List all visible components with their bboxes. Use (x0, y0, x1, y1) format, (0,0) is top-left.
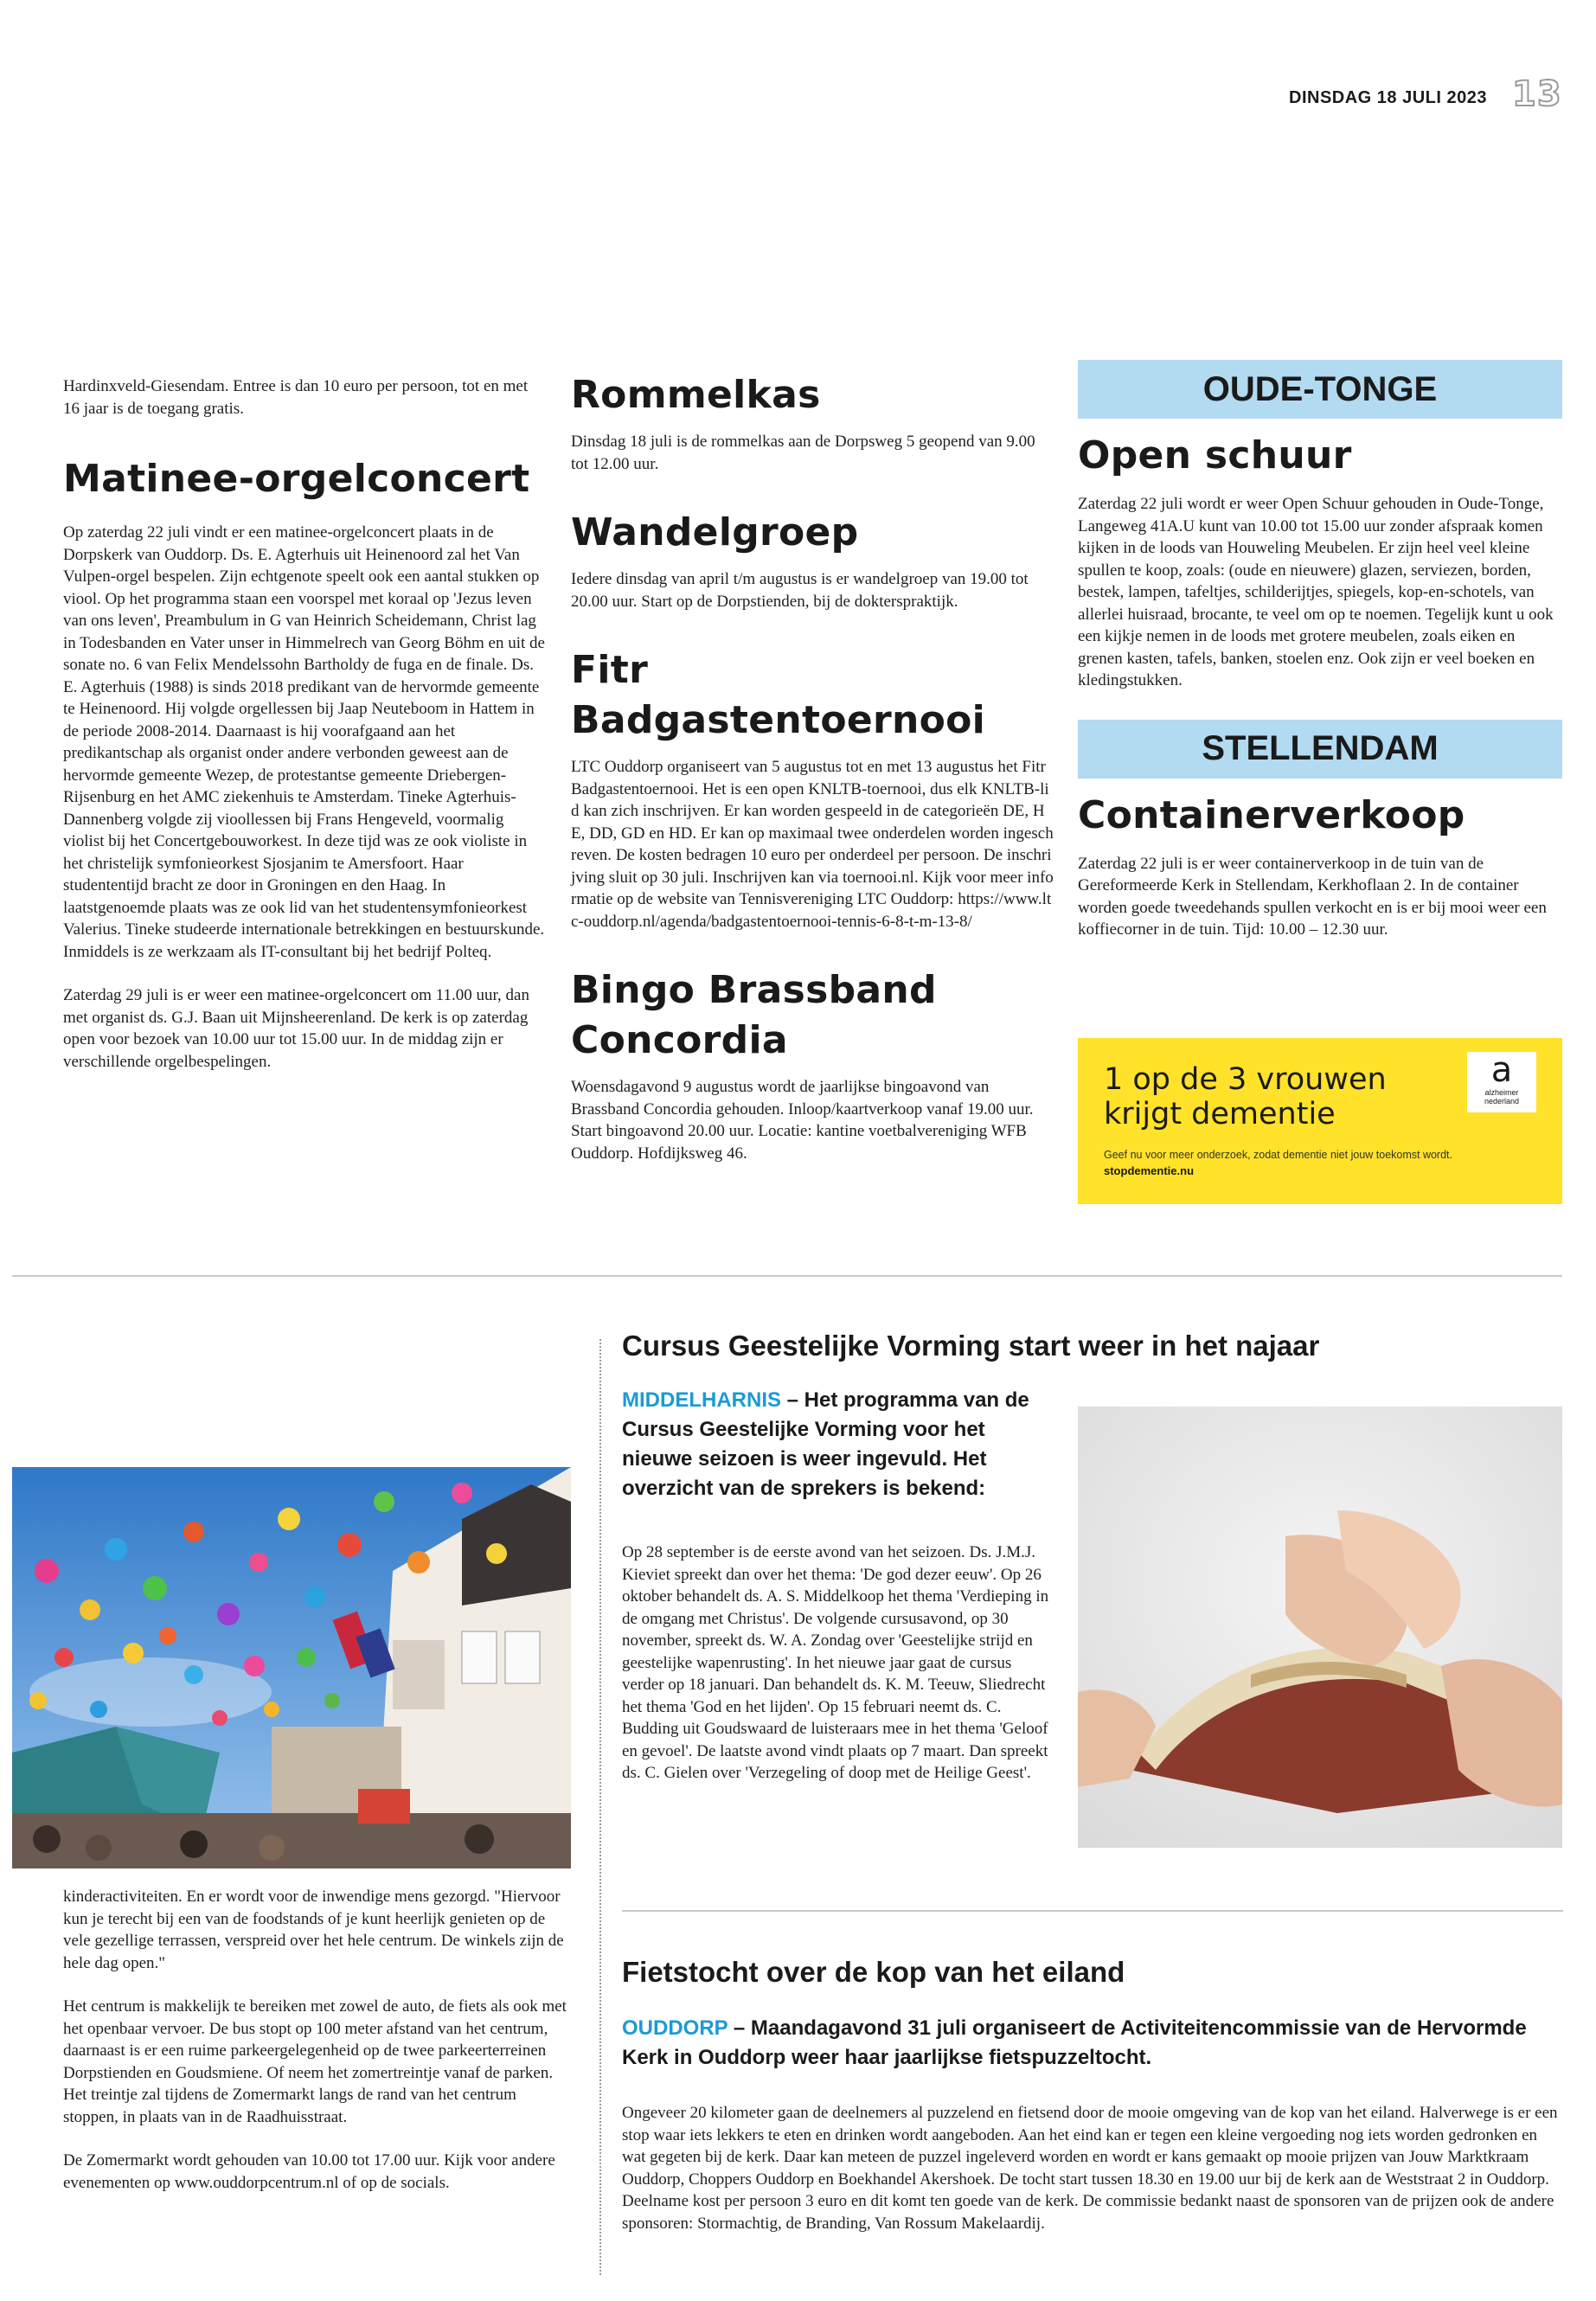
street-photo (12, 1467, 571, 1868)
fietstocht-text: Ongeveer 20 kilometer gaan de deelnemers al puzzelend en fietsend door de mooie omgeving van de kop van het eiland. Halverwege is er een stop waar iets lekkers te eten en drinken wordt aangeboden. Aan het eind kan er tegen een kleine vergoeding nog iets worden gedronken en wat gegeten bij de kerk. Daar kan meteen de puzzel ingeleverd worden en wordt er kans gemaakt op mooie prijzen van Jouw Marktkraam Ouddorp, Choppers Ouddorp en Boekhandel Akershoek. De tocht start tussen 18.30 en 19.00 uur bij de kerk aan de Weststraat 2 in Ouddorp. Deelname kost per persoon 3 euro en dit komt ten goede van de kerk. De commissie bedankt naast de sponsoren van de prijzen ook de andere sponsoren: Stormachtig, de Branding, Van Rossum Makelaardij. (622, 2104, 1558, 2233)
matinee-article (63, 522, 548, 1073)
column-separator (599, 1339, 601, 2275)
containerverkoop-title: Containerverkoop (1078, 792, 1465, 837)
section-divider (12, 1275, 1562, 1277)
cursus-title: Cursus Geestelijke Vorming start weer in het najaar (622, 1330, 1320, 1362)
fietstocht-lead (622, 2014, 1565, 2073)
alzheimer-logo-text (1467, 1088, 1536, 1106)
zomermarkt-paragraph: De Zomermarkt wordt gehouden van 10.00 tot 17.00 uur. Kijk voor andere evenementen op www.ouddorpcentrum.nl of op de socials. (63, 2151, 555, 2192)
region-header-oude-tonge: OUDE-TONGE (1078, 360, 1562, 419)
column-2 (571, 370, 1055, 1164)
bingo-title-line2: Concordia (571, 1018, 788, 1062)
ad-headline-line1: 1 op de 3 vrouwen (1104, 1062, 1387, 1097)
containerverkoop-text: Zaterdag 22 juli is er weer containerverkoop in de tuin van de Gereformeerde Kerk in Stellendam, Kerkhoflaan 2. In de container worden goede tweedehands spullen verkocht en is er bij mooi weer een koffiecorner in de tuin. Tijd: 10.00 – 12.30 uur. (1078, 854, 1547, 939)
rommelkas-title: Rommelkas (571, 373, 821, 417)
intro-text: Hardinxveld-Giesendam. Entree is dan 10 euro per persoon, tot en met 16 jaar is de toegang gratis. (63, 377, 529, 418)
fietstocht-lead-text: – Maandagavond 31 juli organiseert de Activiteitencommissie van de Hervormde Kerk in Ouddorp weer haar jaarlijkse fietspuzzeltocht. (622, 2016, 1527, 2069)
matinee-paragraph: Zaterdag 29 juli is er weer een matinee-orgelconcert om 11.00 uur, dan met organist ds. G.J. Baan uit Mijnsheerenland. De kerk is op zaterdag open voor bezoek van 10.00 uur tot 15.00 uur. In de middag zijn er verschillende orgelbespelingen. (63, 986, 529, 1071)
dementia-advertisement[interactable] (1078, 1038, 1562, 1204)
matinee-paragraph: Op zaterdag 22 juli vindt er een matinee-orgelconcert plaats in de Dorpskerk van Ouddorp. Ds. E. Agterhuis uit Heinenoord zal het Van Vulpen-orgel bespelen. Zijn echtgenote speelt ook een aantal stukken op viool. Op het programma staan een voorspel met koraal op 'Jezus leven van ons leven', Preambulum in G van Heinrich Scheidemann, Christ lag in Todesbanden en Vater unser in Himmelrech van Georg Böhm en uit de sonate no. 6 van Felix Mendelssohn Bartholdy de fuga en de finale. Ds. E. Agterhuis (1988) is sinds 2018 predikant van de hervormde gemeente te Heinenoord. Hij volgde orgellessen bij Jaap Neuteboom in Hattem in de periode 2008-2014. Daarnaast is hij voorafgaand aan het predikantschap als organist onder andere verbonden geweest aan de hervormde gemeente Wezep, de protestantse gemeente Driebergen-Rijsenburg en het AMC ziekenhuis te Amsterdam. Tineke Agterhuis-Dannenberg volgde zij vioollessen bij Frans Hengeveld, voormalig violist bij het Concertgebouworkest. In deze tijd was ze ook violiste in het christelijk symfonieorkest Sjosjanim te Amersfoort. Haar studententijd bracht ze door in Groningen en den Haag. In laatstgenoemde plaats was ze ook lid van het studentensymfonieorkest Valerius. Tineke studeerde internationale betrekkingen en bestuurskunde. Inmiddels is ze werkzaam als IT-consultant bij het bedrijf Polteq. (63, 523, 545, 961)
bingo-text: Woensdagavond 9 augustus wordt de jaarlijkse bingoavond van Brassband Concordia gehouden. Inloop/kaartverkoop vanaf 19.00 uur. Start bingoavond 20.00 uur. Locatie: kantine voetbalvereniging WFB Ouddorp. Hofdijksweg 46. (571, 1078, 1034, 1163)
fitr-text: LTC Ouddorp organiseert van 5 augustus tot en met 13 augustus het Fitr Badgastentoernooi. Het is een open KNLTB-toernooi, dus elk KNLTB-lid kan zich inschrijven. Er kan worden gespeeld in de categorieën DE, HE, DD, GD en HD. Er kan op maximaal twee onderdelen worden ingeschreven. De kosten bedragen 10 euro per onderdeel per persoon. De inschrijving sluit op 30 juli. Inschrijven kan via toernooi.nl. Kijk voor meer informatie op de website van Tennisvereniging LTC Ouddorp: https://www.ltc-ouddorp.nl/agenda/badgastentoernooi-tennis-6-8-t-m-13-8/ (571, 758, 1054, 931)
cursus-text: Op 28 september is de eerste avond van het seizoen. Ds. J.M.J. Kieviet spreekt dan over het thema: 'De god dezer eeuw'. Op 26 oktober behandelt ds. A. S. Middelkoop het thema 'Verdieping in de omgang met Christus'. De volgende cursusavond, op 30 november, spreekt ds. W. A. Zondag over 'Geestelijke strijd en geestelijke wapenrusting'. In het nieuwe jaar gaat de cursus verder op 18 januari. Dan behandelt ds. K. M. Teeuw, Sliedrecht het thema 'God en het lijden'. Op 15 februari neemt ds. C. Budding uit Goudswaard de luisteraars mee in het thema 'Geloof en gevoel'. De laatste avond vindt plaats op 7 maart. Dan spreekt ds. C. Gielen over 'Verzegeling of doop met de Heilige Geest'. (622, 1543, 1049, 1782)
cursus-place: MIDDELHARNIS (622, 1388, 781, 1412)
street-photo-svg (12, 1467, 571, 1868)
column-3 (1078, 360, 1562, 941)
header-date: DINSDAG 18 JULI 2023 (1289, 88, 1487, 107)
cursus-lead (622, 1386, 1054, 1503)
bingo-title (571, 965, 1055, 1066)
fietstocht-place: OUDDORP (622, 2016, 728, 2040)
region-header-stellendam: STELLENDAM (1078, 720, 1562, 779)
page-header (1289, 74, 1574, 114)
matinee-title: Matinee-orgelconcert (63, 457, 530, 501)
ad-subtext: Geef nu voor meer onderzoek, zodat dementie niet jouw toekomst wordt. (1104, 1149, 1452, 1161)
ad-headline-line2: krijgt dementie (1104, 1097, 1336, 1131)
book-photo (1078, 1407, 1562, 1848)
alzheimer-logo-line2: nederland (1484, 1097, 1520, 1106)
open-schuur-text: Zaterdag 22 juli wordt er weer Open Schuur gehouden in Oude-Tonge, Langeweg 41A.U kunt van 10.00 tot 15.00 uur zonder afspraak komen kijken in de loods van Houweling Meubelen. Er zijn heel veel kleine spullen te koop, zoals: (oude en nieuwere) glazen, serviezen, borden, bestek, lampen, tafeltjes, schilderijtjes, spiegels, kop-en-schotels, van allerlei huisraad, brocante, te veel om op te noemen. Tegelijk kunt u ook een kijkje nemen in de loods met grotere meubelen, zoals eiken en grenen kasten, tafels, banken, stoelen enz. Ook zijn er veel boeken en kledingstukken. (1078, 495, 1554, 689)
zomermarkt-paragraph: Het centrum is makkelijk te bereiken met zowel de auto, de fiets als ook met het openbaar vervoer. De bus stopt op 100 meter afstand van het centrum, daarnaast is er een ruime parkeergelegenheid op de twee parkeerterreinen Dorpstienden en Goudsmiene. Of neem het zomertreintje vanaf de parken. Het treintje zal tijdens de Zomermarkt langs de rand van het centrum stoppen, in plaats van in de Raadhuisstraat. (63, 1997, 567, 2126)
bingo-title-line1: Bingo Brassband (571, 968, 937, 1012)
cursus-lead-text: – Het programma van de Cursus Geestelijke Vorming voor het nieuwe seizoen is weer ingevuld. Het overzicht van de sprekers is bekend: (622, 1388, 1029, 1500)
book-photo-svg (1078, 1407, 1562, 1848)
ad-url-link[interactable]: stopdementie.nu (1104, 1164, 1195, 1177)
column-1 (63, 375, 548, 1094)
alzheimer-logo (1467, 1052, 1536, 1112)
page-number: 13 (1512, 74, 1562, 114)
fitr-title: Fitr Badgastentoernooi (571, 648, 986, 742)
fietstocht-title: Fietstocht over de kop van het eiland (622, 1956, 1125, 1988)
wandelgroep-title: Wandelgroep (571, 510, 859, 554)
alzheimer-logo-mark: a (1490, 1050, 1513, 1090)
fietstocht-divider (622, 1910, 1563, 1912)
ad-headline (1104, 1062, 1387, 1131)
alzheimer-logo-line1: alzheimer (1484, 1088, 1519, 1097)
rommelkas-text: Dinsdag 18 juli is de rommelkas aan de Dorpsweg 5 geopend van 9.00 tot 12.00 uur. (571, 433, 1035, 473)
zomermarkt-article (63, 1886, 574, 2215)
open-schuur-title: Open schuur (1078, 433, 1352, 478)
zomermarkt-paragraph: kinderactiviteiten. En er wordt voor de inwendige mens gezorgd. "Hiervoor kun je terecht bij een van de foodstands of je kunt heerlijk genieten op de vele gezellige terrassen, verspreid over het hele centrum. De winkels zijn de hele dag open." (63, 1888, 564, 1972)
wandelgroep-text: Iedere dinsdag van april t/m augustus is er wandelgroep van 19.00 tot 20.00 uur. Start op de Dorpstienden, bij de dokterspraktijk. (571, 570, 1029, 611)
